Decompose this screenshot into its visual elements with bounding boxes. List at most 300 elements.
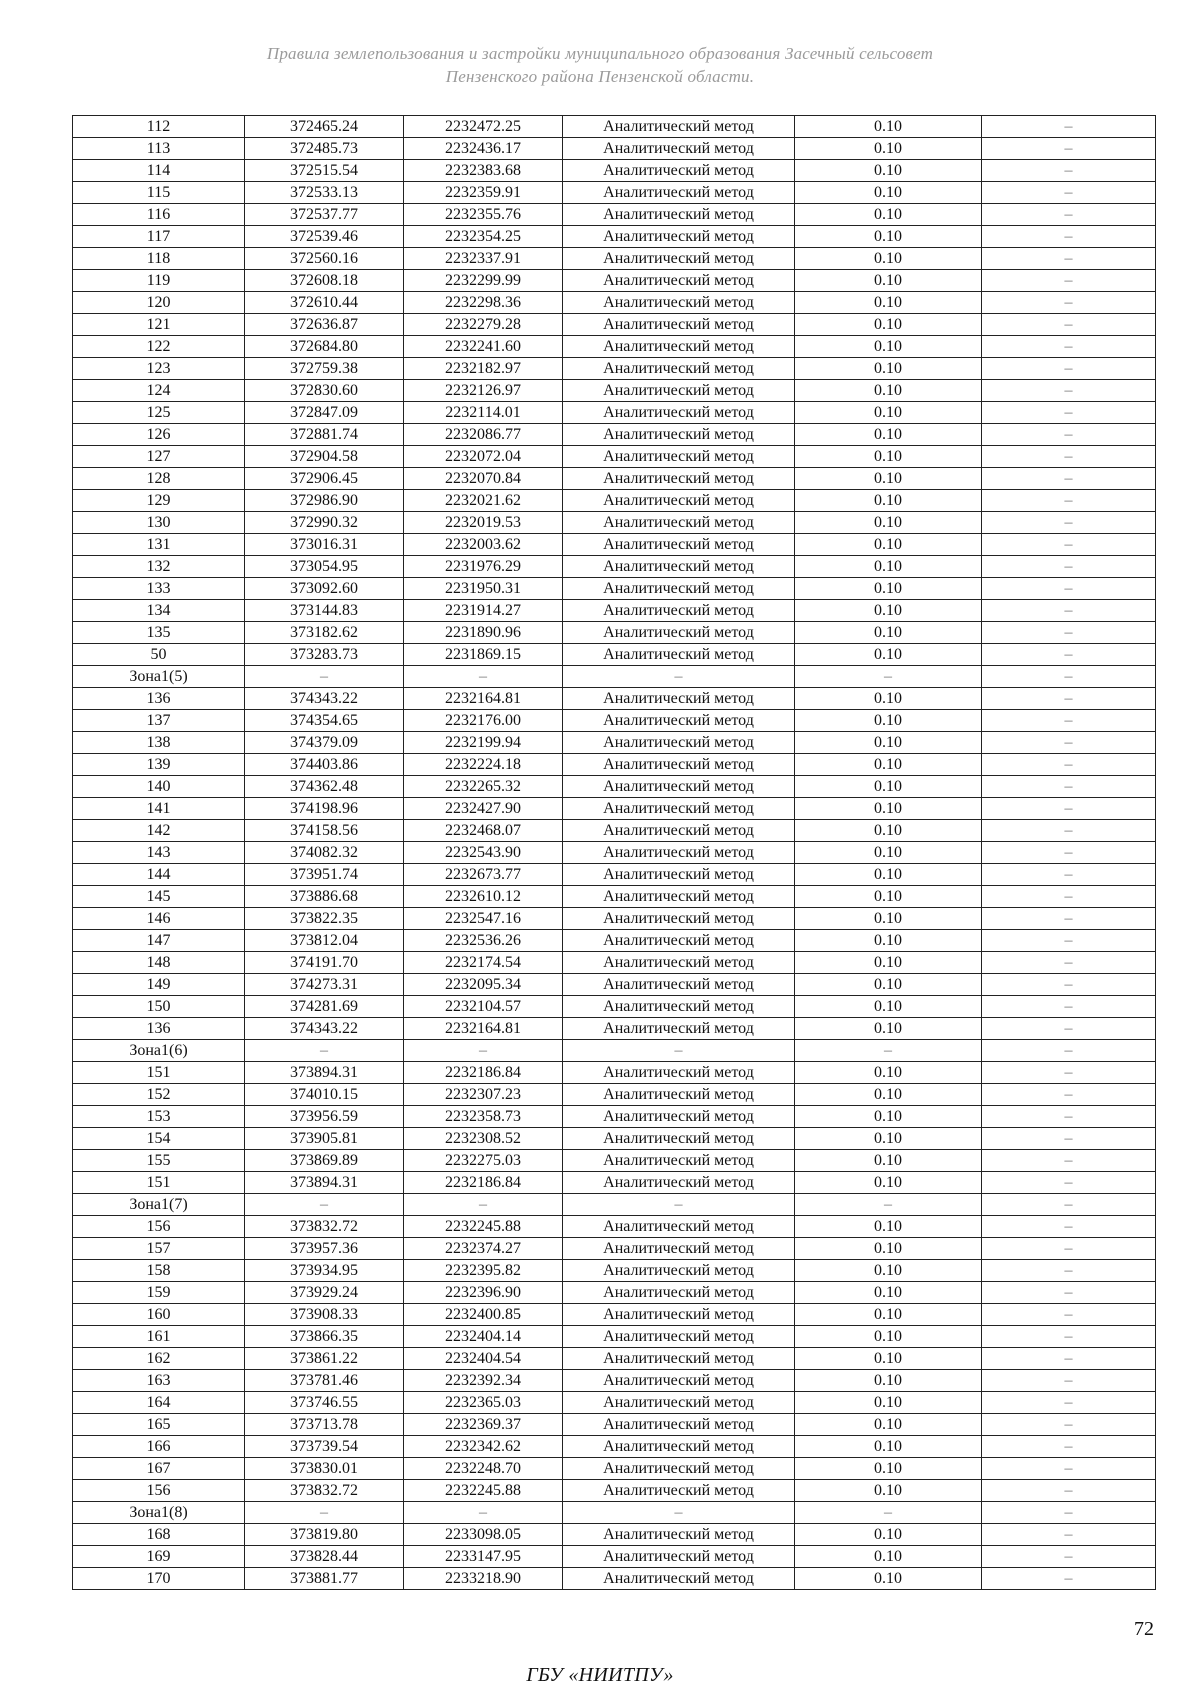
method-cell: Аналитический метод: [563, 1282, 795, 1304]
y-coordinate-cell: 2232374.27: [404, 1238, 563, 1260]
table-row: [73, 1150, 1156, 1172]
point-number-cell: 159: [73, 1282, 245, 1304]
point-number-cell: 126: [73, 424, 245, 446]
description-cell: –: [982, 512, 1156, 534]
table-row: [73, 402, 1156, 424]
x-coordinate-cell: 372881.74: [245, 424, 404, 446]
y-coordinate-cell: 2232468.07: [404, 820, 563, 842]
method-cell: Аналитический метод: [563, 468, 795, 490]
description-cell: –: [982, 1524, 1156, 1546]
x-coordinate-cell: 372636.87: [245, 314, 404, 336]
table-row: [73, 1348, 1156, 1370]
table-row: [73, 270, 1156, 292]
accuracy-cell: 0.10: [795, 160, 982, 182]
description-cell: –: [982, 1194, 1156, 1216]
table-row: [73, 314, 1156, 336]
method-cell: Аналитический метод: [563, 138, 795, 160]
method-cell: Аналитический метод: [563, 116, 795, 138]
method-cell: Аналитический метод: [563, 886, 795, 908]
description-cell: –: [982, 622, 1156, 644]
description-cell: –: [982, 1326, 1156, 1348]
accuracy-cell: 0.10: [795, 1282, 982, 1304]
point-number-cell: Зона1(6): [73, 1040, 245, 1062]
y-coordinate-cell: 2232355.76: [404, 204, 563, 226]
y-coordinate-cell: 2232365.03: [404, 1392, 563, 1414]
point-number-cell: 148: [73, 952, 245, 974]
y-coordinate-cell: 2232182.97: [404, 358, 563, 380]
point-number-cell: 156: [73, 1480, 245, 1502]
x-coordinate-cell: 372560.16: [245, 248, 404, 270]
description-cell: –: [982, 1546, 1156, 1568]
y-coordinate-cell: 2232395.82: [404, 1260, 563, 1282]
x-coordinate-cell: 372990.32: [245, 512, 404, 534]
point-number-cell: 147: [73, 930, 245, 952]
point-number-cell: 165: [73, 1414, 245, 1436]
accuracy-cell: 0.10: [795, 182, 982, 204]
table-row: [73, 556, 1156, 578]
y-coordinate-cell: 2232186.84: [404, 1172, 563, 1194]
table-row: [73, 424, 1156, 446]
description-cell: –: [982, 644, 1156, 666]
point-number-cell: 151: [73, 1062, 245, 1084]
table-row: [73, 578, 1156, 600]
y-coordinate-cell: 2232547.16: [404, 908, 563, 930]
description-cell: –: [982, 1062, 1156, 1084]
method-cell: Аналитический метод: [563, 314, 795, 336]
y-coordinate-cell: 2231976.29: [404, 556, 563, 578]
method-cell: Аналитический метод: [563, 1414, 795, 1436]
accuracy-cell: –: [795, 666, 982, 688]
point-number-cell: 157: [73, 1238, 245, 1260]
x-coordinate-cell: 372847.09: [245, 402, 404, 424]
point-number-cell: 112: [73, 116, 245, 138]
accuracy-cell: 0.10: [795, 1260, 982, 1282]
description-cell: –: [982, 204, 1156, 226]
method-cell: Аналитический метод: [563, 600, 795, 622]
description-cell: –: [982, 1150, 1156, 1172]
point-number-cell: 128: [73, 468, 245, 490]
table-row: [73, 1062, 1156, 1084]
accuracy-cell: 0.10: [795, 1062, 982, 1084]
page-number: 72: [1134, 1618, 1154, 1640]
table-row: [73, 1106, 1156, 1128]
point-number-cell: 139: [73, 754, 245, 776]
y-coordinate-cell: 2232673.77: [404, 864, 563, 886]
description-cell: –: [982, 754, 1156, 776]
method-cell: Аналитический метод: [563, 1304, 795, 1326]
y-coordinate-cell: 2232404.54: [404, 1348, 563, 1370]
point-number-cell: 163: [73, 1370, 245, 1392]
table-row: [73, 710, 1156, 732]
accuracy-cell: 0.10: [795, 622, 982, 644]
x-coordinate-cell: 373908.33: [245, 1304, 404, 1326]
table-row: [73, 160, 1156, 182]
accuracy-cell: 0.10: [795, 534, 982, 556]
method-cell: Аналитический метод: [563, 1436, 795, 1458]
accuracy-cell: 0.10: [795, 424, 982, 446]
table-row: [73, 1128, 1156, 1150]
description-cell: –: [982, 1216, 1156, 1238]
x-coordinate-cell: 373832.72: [245, 1216, 404, 1238]
x-coordinate-cell: 372465.24: [245, 116, 404, 138]
accuracy-cell: 0.10: [795, 688, 982, 710]
x-coordinate-cell: 372515.54: [245, 160, 404, 182]
x-coordinate-cell: 374362.48: [245, 776, 404, 798]
point-number-cell: 50: [73, 644, 245, 666]
y-coordinate-cell: 2232400.85: [404, 1304, 563, 1326]
accuracy-cell: 0.10: [795, 710, 982, 732]
accuracy-cell: 0.10: [795, 798, 982, 820]
accuracy-cell: 0.10: [795, 864, 982, 886]
x-coordinate-cell: 374198.96: [245, 798, 404, 820]
point-number-cell: 145: [73, 886, 245, 908]
description-cell: –: [982, 1172, 1156, 1194]
y-coordinate-cell: 2232392.34: [404, 1370, 563, 1392]
method-cell: Аналитический метод: [563, 336, 795, 358]
table-row: [73, 1524, 1156, 1546]
accuracy-cell: 0.10: [795, 116, 982, 138]
y-coordinate-cell: 2232279.28: [404, 314, 563, 336]
page-header: [0, 42, 1200, 88]
y-coordinate-cell: 2232358.73: [404, 1106, 563, 1128]
table-row: [73, 1260, 1156, 1282]
description-cell: –: [982, 402, 1156, 424]
method-cell: Аналитический метод: [563, 864, 795, 886]
description-cell: –: [982, 490, 1156, 512]
accuracy-cell: 0.10: [795, 754, 982, 776]
accuracy-cell: 0.10: [795, 1348, 982, 1370]
method-cell: Аналитический метод: [563, 732, 795, 754]
description-cell: –: [982, 248, 1156, 270]
description-cell: –: [982, 886, 1156, 908]
method-cell: Аналитический метод: [563, 996, 795, 1018]
y-coordinate-cell: 2233098.05: [404, 1524, 563, 1546]
x-coordinate-cell: 373828.44: [245, 1546, 404, 1568]
description-cell: –: [982, 1018, 1156, 1040]
y-coordinate-cell: 2232354.25: [404, 226, 563, 248]
table-row: [73, 1392, 1156, 1414]
x-coordinate-cell: 374379.09: [245, 732, 404, 754]
accuracy-cell: 0.10: [795, 1392, 982, 1414]
zone-header-row: [73, 1040, 1156, 1062]
table-row: [73, 138, 1156, 160]
point-number-cell: 121: [73, 314, 245, 336]
y-coordinate-cell: 2232265.32: [404, 776, 563, 798]
point-number-cell: 161: [73, 1326, 245, 1348]
accuracy-cell: 0.10: [795, 1216, 982, 1238]
method-cell: Аналитический метод: [563, 974, 795, 996]
zone-header-row: [73, 1194, 1156, 1216]
table-row: [73, 292, 1156, 314]
point-number-cell: 141: [73, 798, 245, 820]
y-coordinate-cell: 2232199.94: [404, 732, 563, 754]
y-coordinate-cell: 2231869.15: [404, 644, 563, 666]
x-coordinate-cell: 373713.78: [245, 1414, 404, 1436]
zone-header-row: [73, 1502, 1156, 1524]
table-row: [73, 358, 1156, 380]
x-coordinate-cell: 373894.31: [245, 1062, 404, 1084]
method-cell: Аналитический метод: [563, 380, 795, 402]
accuracy-cell: 0.10: [795, 402, 982, 424]
y-coordinate-cell: 2232610.12: [404, 886, 563, 908]
method-cell: Аналитический метод: [563, 1084, 795, 1106]
accuracy-cell: 0.10: [795, 886, 982, 908]
table-row: [73, 1216, 1156, 1238]
x-coordinate-cell: 373934.95: [245, 1260, 404, 1282]
table-row: [73, 820, 1156, 842]
x-coordinate-cell: 374354.65: [245, 710, 404, 732]
point-number-cell: 125: [73, 402, 245, 424]
x-coordinate-cell: –: [245, 1194, 404, 1216]
method-cell: Аналитический метод: [563, 160, 795, 182]
table-row: [73, 380, 1156, 402]
x-coordinate-cell: –: [245, 1040, 404, 1062]
x-coordinate-cell: 372684.80: [245, 336, 404, 358]
accuracy-cell: 0.10: [795, 908, 982, 930]
accuracy-cell: 0.10: [795, 820, 982, 842]
accuracy-cell: 0.10: [795, 1568, 982, 1590]
point-number-cell: 150: [73, 996, 245, 1018]
y-coordinate-cell: 2232337.91: [404, 248, 563, 270]
description-cell: –: [982, 1458, 1156, 1480]
method-cell: Аналитический метод: [563, 1568, 795, 1590]
point-number-cell: Зона1(5): [73, 666, 245, 688]
point-number-cell: 155: [73, 1150, 245, 1172]
table-row: [73, 468, 1156, 490]
table-row: [73, 1304, 1156, 1326]
table-row: [73, 622, 1156, 644]
method-cell: Аналитический метод: [563, 952, 795, 974]
method-cell: Аналитический метод: [563, 1238, 795, 1260]
point-number-cell: 115: [73, 182, 245, 204]
point-number-cell: 142: [73, 820, 245, 842]
description-cell: –: [982, 732, 1156, 754]
table-row: [73, 226, 1156, 248]
point-number-cell: 170: [73, 1568, 245, 1590]
y-coordinate-cell: 2232436.17: [404, 138, 563, 160]
x-coordinate-cell: 373951.74: [245, 864, 404, 886]
x-coordinate-cell: 374158.56: [245, 820, 404, 842]
y-coordinate-cell: 2231914.27: [404, 600, 563, 622]
y-coordinate-cell: 2232126.97: [404, 380, 563, 402]
point-number-cell: 117: [73, 226, 245, 248]
page-footer: ГБУ «НИИТПУ»: [526, 1664, 674, 1686]
x-coordinate-cell: 373746.55: [245, 1392, 404, 1414]
x-coordinate-cell: 373781.46: [245, 1370, 404, 1392]
description-cell: –: [982, 380, 1156, 402]
accuracy-cell: 0.10: [795, 1480, 982, 1502]
table-row: [73, 336, 1156, 358]
point-number-cell: 154: [73, 1128, 245, 1150]
accuracy-cell: 0.10: [795, 358, 982, 380]
accuracy-cell: 0.10: [795, 1458, 982, 1480]
point-number-cell: 116: [73, 204, 245, 226]
method-cell: Аналитический метод: [563, 1150, 795, 1172]
accuracy-cell: 0.10: [795, 490, 982, 512]
x-coordinate-cell: 372539.46: [245, 226, 404, 248]
x-coordinate-cell: 374343.22: [245, 688, 404, 710]
point-number-cell: 135: [73, 622, 245, 644]
description-cell: –: [982, 226, 1156, 248]
y-coordinate-cell: 2232072.04: [404, 446, 563, 468]
zone-header-row: [73, 666, 1156, 688]
x-coordinate-cell: 372830.60: [245, 380, 404, 402]
accuracy-cell: 0.10: [795, 1018, 982, 1040]
method-cell: Аналитический метод: [563, 1216, 795, 1238]
accuracy-cell: 0.10: [795, 380, 982, 402]
y-coordinate-cell: 2232174.54: [404, 952, 563, 974]
method-cell: Аналитический метод: [563, 1370, 795, 1392]
accuracy-cell: –: [795, 1040, 982, 1062]
y-coordinate-cell: 2232248.70: [404, 1458, 563, 1480]
point-number-cell: 127: [73, 446, 245, 468]
method-cell: Аналитический метод: [563, 1062, 795, 1084]
y-coordinate-cell: 2232021.62: [404, 490, 563, 512]
description-cell: –: [982, 930, 1156, 952]
x-coordinate-cell: 372533.13: [245, 182, 404, 204]
point-number-cell: 138: [73, 732, 245, 754]
y-coordinate-cell: 2232359.91: [404, 182, 563, 204]
method-cell: Аналитический метод: [563, 424, 795, 446]
point-number-cell: 119: [73, 270, 245, 292]
table-row: [73, 974, 1156, 996]
x-coordinate-cell: 373283.73: [245, 644, 404, 666]
accuracy-cell: 0.10: [795, 468, 982, 490]
x-coordinate-cell: 372759.38: [245, 358, 404, 380]
table-row: [73, 908, 1156, 930]
x-coordinate-cell: 372485.73: [245, 138, 404, 160]
y-coordinate-cell: 2232095.34: [404, 974, 563, 996]
accuracy-cell: 0.10: [795, 600, 982, 622]
table-row: [73, 204, 1156, 226]
description-cell: –: [982, 1436, 1156, 1458]
x-coordinate-cell: 373016.31: [245, 534, 404, 556]
method-cell: Аналитический метод: [563, 1348, 795, 1370]
coordinates-table: [72, 115, 1156, 1590]
y-coordinate-cell: 2232019.53: [404, 512, 563, 534]
y-coordinate-cell: 2232298.36: [404, 292, 563, 314]
y-coordinate-cell: 2232245.88: [404, 1480, 563, 1502]
point-number-cell: 134: [73, 600, 245, 622]
table-row: [73, 600, 1156, 622]
x-coordinate-cell: 372608.18: [245, 270, 404, 292]
y-coordinate-cell: 2232404.14: [404, 1326, 563, 1348]
accuracy-cell: 0.10: [795, 578, 982, 600]
description-cell: –: [982, 842, 1156, 864]
table-row: [73, 864, 1156, 886]
point-number-cell: 136: [73, 1018, 245, 1040]
point-number-cell: Зона1(7): [73, 1194, 245, 1216]
accuracy-cell: 0.10: [795, 446, 982, 468]
table-row: [73, 886, 1156, 908]
x-coordinate-cell: 373957.36: [245, 1238, 404, 1260]
method-cell: Аналитический метод: [563, 1480, 795, 1502]
description-cell: –: [982, 292, 1156, 314]
point-number-cell: 130: [73, 512, 245, 534]
method-cell: Аналитический метод: [563, 842, 795, 864]
accuracy-cell: 0.10: [795, 1172, 982, 1194]
description-cell: –: [982, 820, 1156, 842]
method-cell: –: [563, 666, 795, 688]
table-row: [73, 1414, 1156, 1436]
description-cell: –: [982, 996, 1156, 1018]
y-coordinate-cell: 2232427.90: [404, 798, 563, 820]
description-cell: –: [982, 270, 1156, 292]
accuracy-cell: 0.10: [795, 1546, 982, 1568]
table-row: [73, 842, 1156, 864]
table-row: [73, 1568, 1156, 1590]
x-coordinate-cell: 374191.70: [245, 952, 404, 974]
x-coordinate-cell: 372904.58: [245, 446, 404, 468]
y-coordinate-cell: 2232164.81: [404, 688, 563, 710]
table-row: [73, 1282, 1156, 1304]
point-number-cell: 144: [73, 864, 245, 886]
y-coordinate-cell: 2232369.37: [404, 1414, 563, 1436]
accuracy-cell: 0.10: [795, 1414, 982, 1436]
method-cell: Аналитический метод: [563, 534, 795, 556]
method-cell: Аналитический метод: [563, 292, 795, 314]
x-coordinate-cell: 373182.62: [245, 622, 404, 644]
description-cell: –: [982, 556, 1156, 578]
description-cell: –: [982, 1260, 1156, 1282]
table-row: [73, 1370, 1156, 1392]
accuracy-cell: 0.10: [795, 996, 982, 1018]
description-cell: –: [982, 1282, 1156, 1304]
accuracy-cell: 0.10: [795, 336, 982, 358]
table-row: [73, 688, 1156, 710]
point-number-cell: 166: [73, 1436, 245, 1458]
x-coordinate-cell: 373881.77: [245, 1568, 404, 1590]
y-coordinate-cell: 2232070.84: [404, 468, 563, 490]
x-coordinate-cell: 373861.22: [245, 1348, 404, 1370]
x-coordinate-cell: 374281.69: [245, 996, 404, 1018]
table-row: [73, 1546, 1156, 1568]
point-number-cell: 113: [73, 138, 245, 160]
point-number-cell: 151: [73, 1172, 245, 1194]
accuracy-cell: 0.10: [795, 1084, 982, 1106]
accuracy-cell: 0.10: [795, 1370, 982, 1392]
y-coordinate-cell: –: [404, 1040, 563, 1062]
point-number-cell: 168: [73, 1524, 245, 1546]
accuracy-cell: 0.10: [795, 138, 982, 160]
accuracy-cell: –: [795, 1194, 982, 1216]
y-coordinate-cell: 2232396.90: [404, 1282, 563, 1304]
method-cell: Аналитический метод: [563, 1458, 795, 1480]
description-cell: –: [982, 160, 1156, 182]
x-coordinate-cell: 373866.35: [245, 1326, 404, 1348]
method-cell: Аналитический метод: [563, 1128, 795, 1150]
point-number-cell: 169: [73, 1546, 245, 1568]
description-cell: –: [982, 1128, 1156, 1150]
method-cell: Аналитический метод: [563, 226, 795, 248]
point-number-cell: 124: [73, 380, 245, 402]
point-number-cell: 123: [73, 358, 245, 380]
method-cell: –: [563, 1502, 795, 1524]
method-cell: Аналитический метод: [563, 1106, 795, 1128]
description-cell: –: [982, 1568, 1156, 1590]
accuracy-cell: 0.10: [795, 1128, 982, 1150]
x-coordinate-cell: 373819.80: [245, 1524, 404, 1546]
table-row: [73, 116, 1156, 138]
point-number-cell: 137: [73, 710, 245, 732]
y-coordinate-cell: 2232104.57: [404, 996, 563, 1018]
y-coordinate-cell: 2232114.01: [404, 402, 563, 424]
accuracy-cell: 0.10: [795, 1326, 982, 1348]
description-cell: –: [982, 1084, 1156, 1106]
point-number-cell: 120: [73, 292, 245, 314]
y-coordinate-cell: 2232383.68: [404, 160, 563, 182]
description-cell: –: [982, 116, 1156, 138]
